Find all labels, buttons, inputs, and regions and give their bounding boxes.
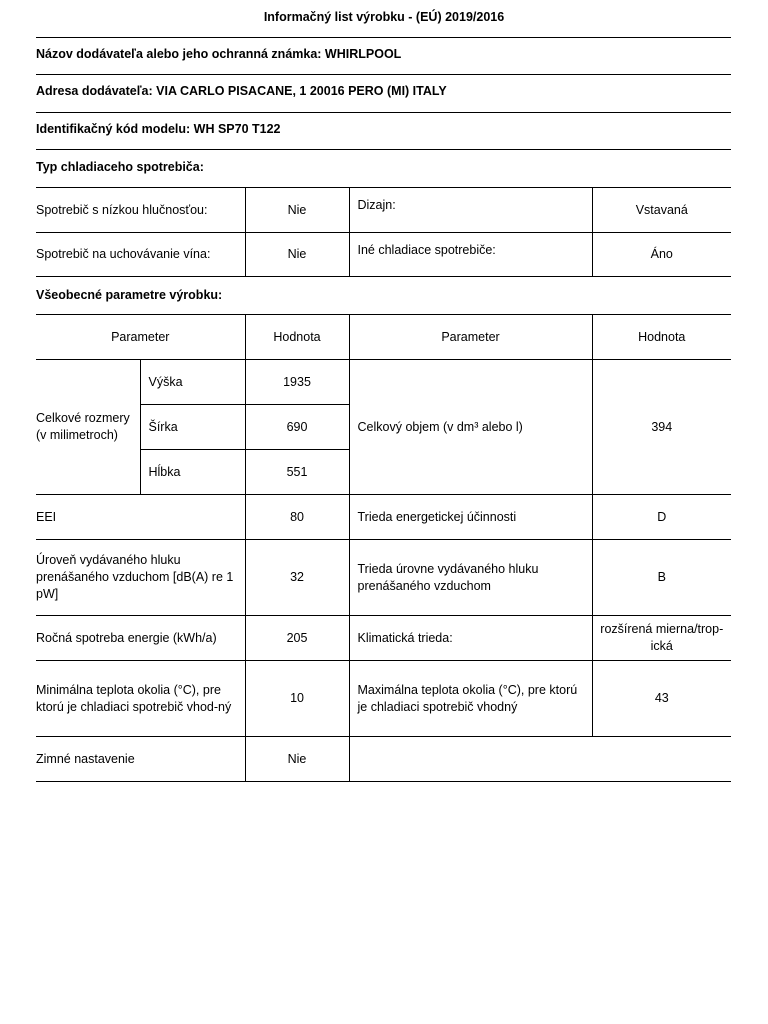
header-value: Hodnota (245, 315, 349, 360)
design-value: Vstavaná (592, 188, 731, 233)
appliance-type-table (36, 187, 731, 277)
header-parameter: Parameter (349, 315, 592, 360)
winter-setting-value: Nie (245, 737, 349, 782)
divider (36, 37, 731, 38)
divider (36, 149, 731, 150)
wine-storage-label: Spotrebič na uchovávanie vína: (36, 233, 245, 277)
low-noise-value: Nie (245, 188, 349, 233)
min-temperature-value: 10 (245, 661, 349, 737)
climate-class-label: Klimatická trieda: (349, 616, 592, 661)
table-row (36, 360, 731, 405)
table-row (36, 540, 731, 616)
depth-value: 551 (245, 450, 349, 495)
low-noise-label: Spotrebič s nízkou hlučnosťou: (36, 188, 245, 233)
annual-energy-value: 205 (245, 616, 349, 661)
energy-class-value: D (592, 495, 731, 540)
noise-class-value: B (592, 540, 731, 616)
max-temperature-value: 43 (592, 661, 731, 737)
noise-level-label: Úroveň vydávaného hluku prenášaného vzduchom [dB(A) re 1 pW] (36, 540, 245, 616)
annual-energy-label: Ročná spotreba energie (kWh/a) (36, 616, 245, 661)
general-parameters-table (36, 314, 731, 782)
table-row (36, 495, 731, 540)
volume-value: 394 (592, 360, 731, 495)
empty-cell (349, 737, 731, 782)
table-row (36, 661, 731, 737)
table-row (36, 233, 731, 277)
sheet-title: Informačný list výrobku - (EÚ) 2019/2016 (263, 10, 505, 24)
table-header-row (36, 315, 731, 360)
wine-storage-value: Nie (245, 233, 349, 277)
design-label: Dizajn: (349, 188, 592, 233)
eei-value: 80 (245, 495, 349, 540)
depth-label: Hĺbka (140, 450, 245, 495)
supplier-name: Názov dodávateľa alebo jeho ochranná známka: WHIRLPOOL (36, 47, 402, 61)
table-row (36, 616, 731, 661)
other-appliance-value: Áno (592, 233, 731, 277)
appliance-type-heading: Typ chladiaceho spotrebiča: (36, 160, 204, 174)
volume-label: Celkový objem (v dm³ alebo l) (349, 360, 592, 495)
noise-level-value: 32 (245, 540, 349, 616)
other-appliance-label: Iné chladiace spotrebiče: (349, 233, 592, 277)
eei-label: EEI (36, 495, 245, 540)
divider (36, 112, 731, 113)
header-parameter: Parameter (36, 315, 245, 360)
general-parameters-heading: Všeobecné parametre výrobku: (36, 288, 223, 302)
winter-setting-label: Zimné nastavenie (36, 737, 245, 782)
energy-class-label: Trieda energetickej účinnosti (349, 495, 592, 540)
width-value: 690 (245, 405, 349, 450)
height-value: 1935 (245, 360, 349, 405)
min-temperature-label: Minimálna teplota okolia (°C), pre ktorú je chladiaci spotrebič vhod-ný (36, 661, 245, 737)
table-row (36, 737, 731, 782)
table-row (36, 188, 731, 233)
model-identifier: Identifikačný kód modelu: WH SP70 T122 (36, 122, 281, 136)
climate-class-value: rozšírená mierna/trop-ická (592, 616, 731, 661)
supplier-address: Adresa dodávateľa: VIA CARLO PISACANE, 1 20016 PERO (MI) ITALY (36, 84, 447, 98)
width-label: Šírka (140, 405, 245, 450)
dimensions-label: Celkové rozmery (v milimetroch) (36, 360, 140, 495)
divider (36, 74, 731, 75)
header-value: Hodnota (592, 315, 731, 360)
max-temperature-label: Maximálna teplota okolia (°C), pre ktorú je chladiaci spotrebič vhodný (349, 661, 592, 737)
noise-class-label: Trieda úrovne vydávaného hluku prenášaného vzduchom (349, 540, 592, 616)
height-label: Výška (140, 360, 245, 405)
